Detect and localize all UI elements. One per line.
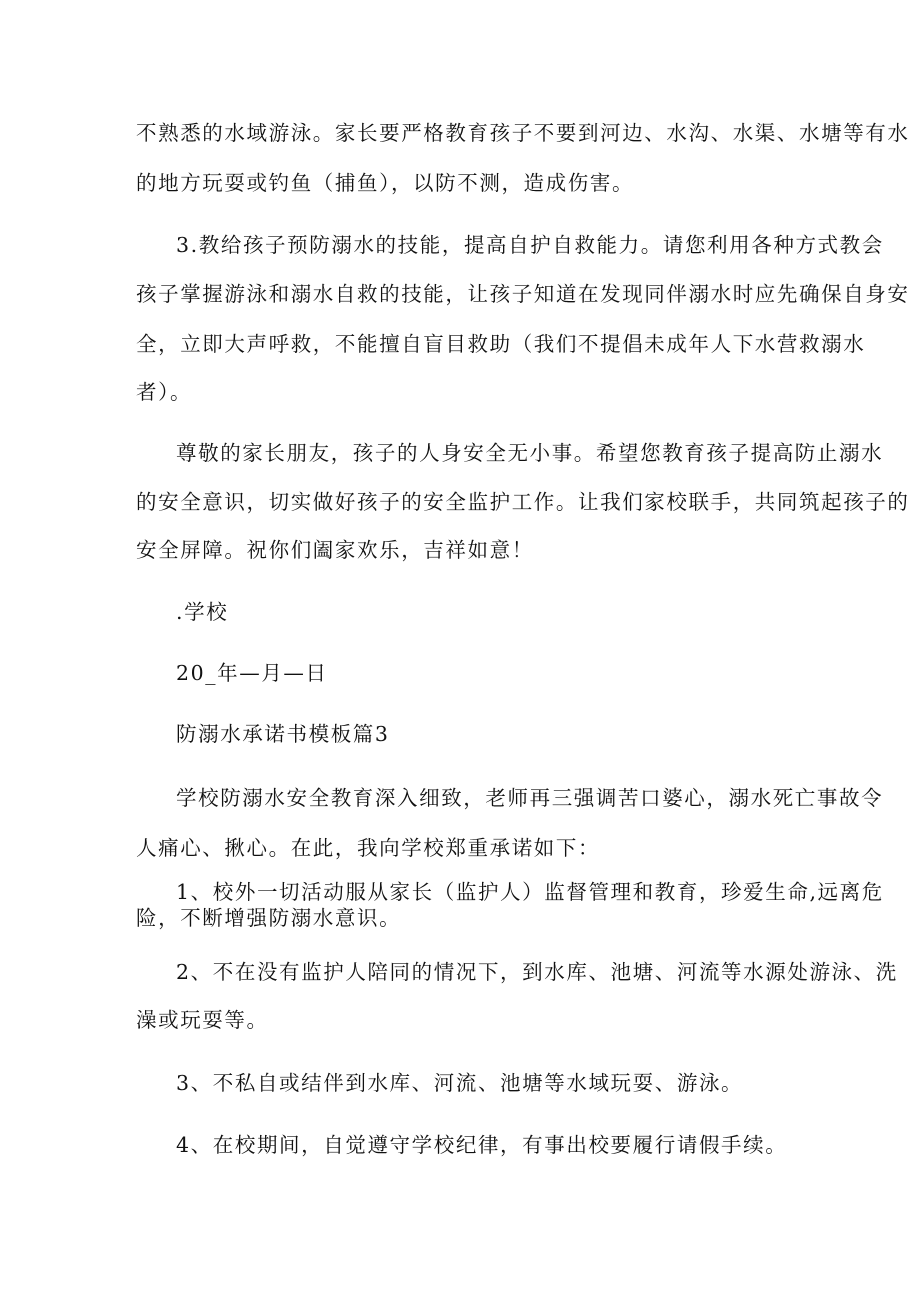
- text-line: 尊敬的家长朋友，孩子的人身安全无小事。希望您教育孩子提高防止溺水: [176, 441, 884, 465]
- text-line: 不熟悉的水域游泳。家长要严格教育孩子不要到河边、水沟、水渠、水塘等有水: [136, 121, 910, 145]
- section-heading: 防溺水承诺书模板篇3: [176, 722, 390, 746]
- text-line: 的安全意识，切实做好孩子的安全监护工作。让我们家校联手，共同筑起孩子的: [136, 490, 910, 514]
- pledge-item-3: 3、不私自或结伴到水库、河流、池塘等水域玩耍、游泳。: [176, 1071, 744, 1095]
- text-line: 的地方玩耍或钓鱼（捕鱼），以防不测，造成伤害。: [136, 171, 635, 195]
- text-line: 学校防溺水安全教育深入细致，老师再三强调苦口婆心，溺水死亡事故令: [176, 786, 884, 810]
- text-line: 澡或玩耍等。: [136, 1008, 269, 1032]
- signature-school: .学校: [176, 600, 229, 624]
- text-line: 人痛心、揪心。在此，我向学校郑重承诺如下：: [136, 836, 601, 860]
- pledge-item-4: 4、在校期间，自觉遵守学校纪律，有事出校要履行请假手续。: [176, 1133, 788, 1157]
- text-line: 者）。: [136, 380, 193, 404]
- text-line: 全，立即大声呼救，不能擅自盲目救助（我们不提倡未成年人下水营救溺水: [136, 332, 866, 356]
- signature-date: 20_年—月—日: [176, 661, 328, 685]
- text-line: 3.教给孩子预防溺水的技能，提高自护自救能力。请您利用各种方式教会: [176, 233, 884, 257]
- text-line: 孩子掌握游泳和溺水自救的技能，让孩子知道在发现同伴溺水时应先确保自身安: [136, 282, 910, 306]
- pledge-item-2: 2、不在没有监护人陪同的情况下，到水库、池塘、河流等水源处游泳、洗: [176, 960, 898, 984]
- text-line: 安全屏障。祝你们阖家欢乐，吉祥如意！: [136, 538, 534, 562]
- text-line: 险，不断增强防溺水意识。: [136, 906, 402, 930]
- pledge-item-1: 1、校外一切活动服从家长（监护人）监督管理和教育，珍爱生命,远离危: [176, 880, 884, 904]
